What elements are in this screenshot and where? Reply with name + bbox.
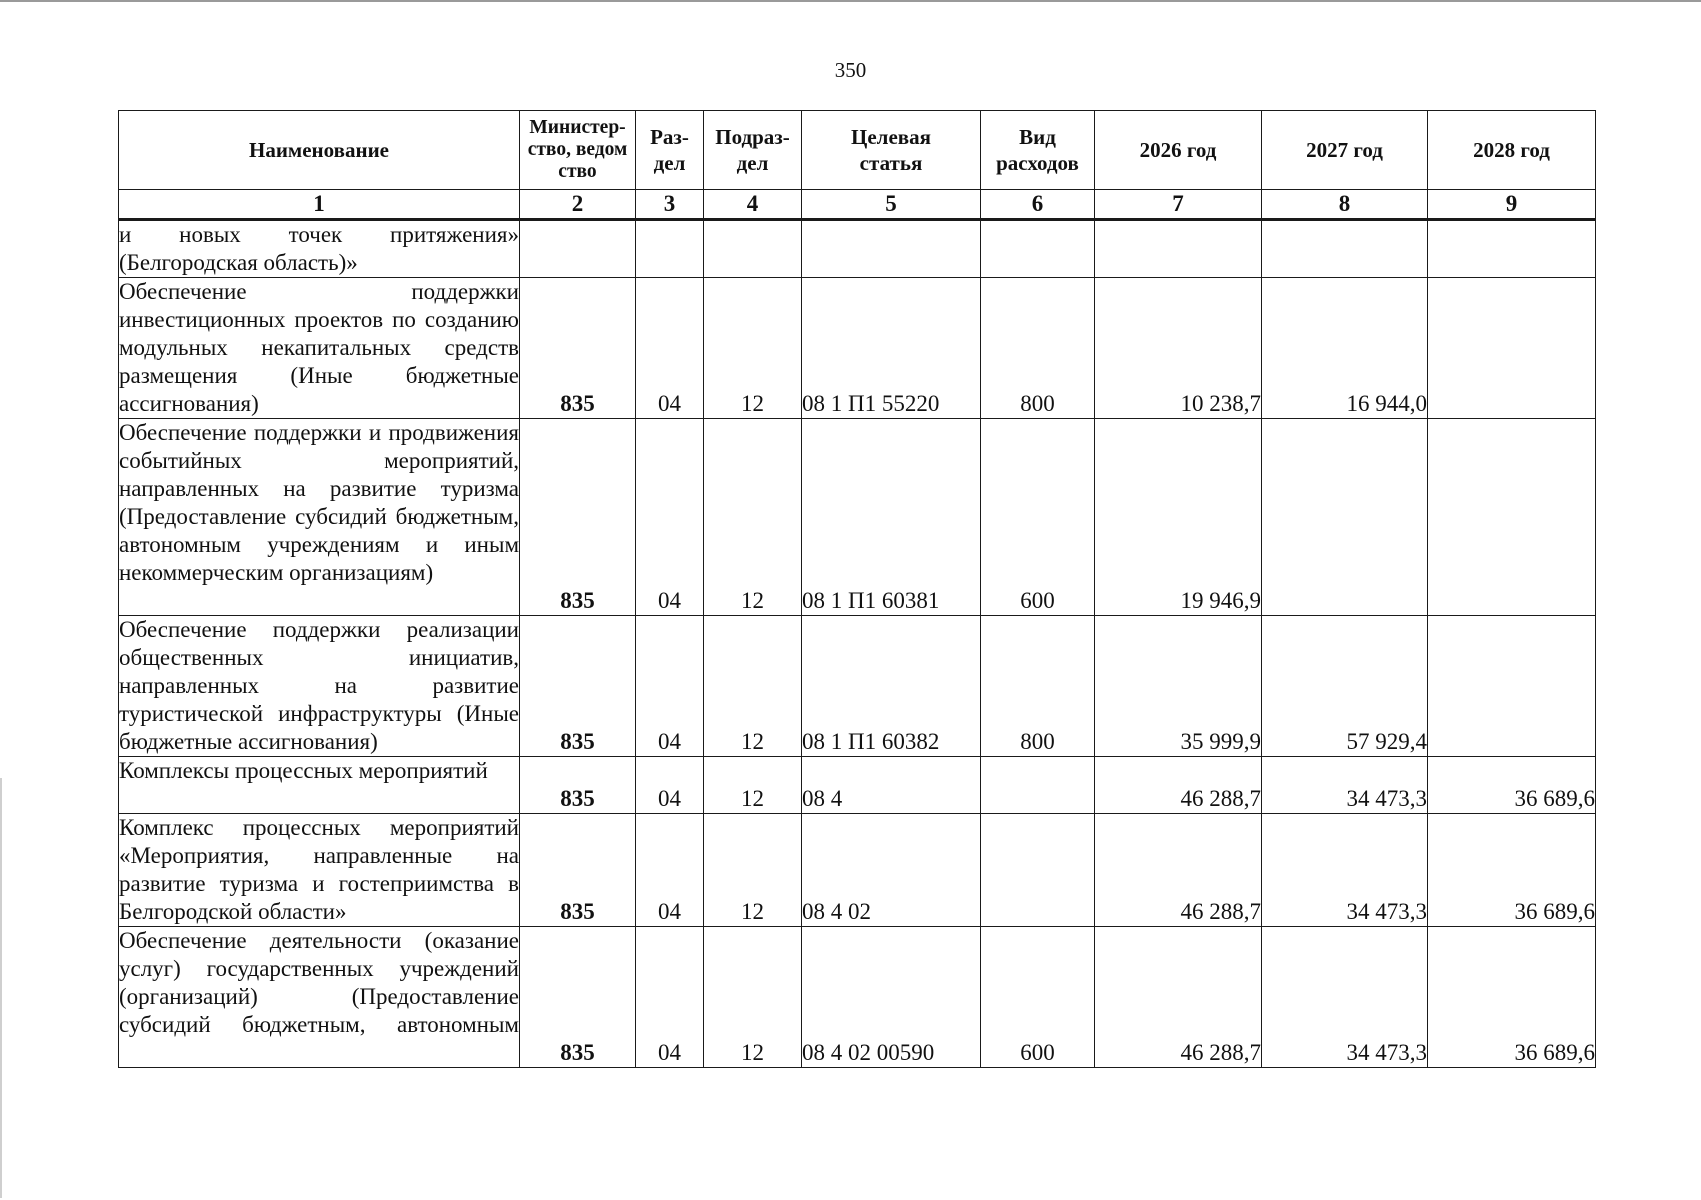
row-ministry: 835 [520, 419, 636, 616]
col-header-name: Наименование [119, 111, 520, 190]
row-name: Комплекс процессных мероприятий «Мероприятия, направленные на развитие туризма и гостеприимства в Белгородской области» [119, 814, 520, 927]
row-2028: 36 689,6 [1428, 927, 1596, 1068]
row-ministry: 835 [520, 927, 636, 1068]
row-subsection: 12 [704, 814, 802, 927]
col-header-subsection [704, 111, 802, 190]
row-name: и новых точек притяжения» (Белгородская область)» [119, 220, 520, 278]
row-2026: 46 288,7 [1095, 757, 1262, 814]
row-expense-type: 600 [981, 927, 1095, 1068]
budget-table [118, 110, 1596, 1068]
row-section: 04 [636, 814, 704, 927]
table-row [119, 419, 1596, 616]
row-name: Обеспечение поддержки инвестиционных проектов по созданию модульных некапитальных средств размещения (Иные бюджетные ассигнования) [119, 278, 520, 419]
col-header-section [636, 111, 704, 190]
row-section: 04 [636, 278, 704, 419]
row-name: Обеспечение поддержки и продвижения событийных мероприятий, направленных на развитие туризма (Предоставление субсидий бюджетным, автономным учреждениям и иным некоммерческим организациям) [119, 419, 520, 616]
row-2026: 46 288,7 [1095, 814, 1262, 927]
row-2027: 34 473,3 [1262, 927, 1428, 1068]
col-header-target-text: Целевая статья [851, 125, 931, 175]
col-header-2028: 2028 год [1428, 111, 1596, 190]
row-name: Обеспечение деятельности (оказание услуг) государственных учреждений (организаций) (Предоставление субсидий бюджетным, автономным [119, 927, 520, 1068]
row-ministry: 835 [520, 757, 636, 814]
col-number-5: 5 [802, 190, 981, 220]
row-subsection: 12 [704, 419, 802, 616]
row-expense-type: 800 [981, 616, 1095, 757]
top-scan-edge [0, 0, 1701, 2]
row-2028: 36 689,6 [1428, 814, 1596, 927]
row-2028 [1428, 220, 1596, 278]
left-scan-edge [0, 778, 2, 1198]
row-section [636, 220, 704, 278]
col-header-section-text: Раз-дел [650, 125, 689, 175]
col-number-1: 1 [119, 190, 520, 220]
row-2026: 19 946,9 [1095, 419, 1262, 616]
row-2027 [1262, 220, 1428, 278]
row-target: 08 1 П1 60381 [802, 419, 981, 616]
row-2028: 36 689,6 [1428, 757, 1596, 814]
row-ministry [520, 220, 636, 278]
row-name: Комплексы процессных мероприятий [119, 757, 520, 814]
row-section: 04 [636, 419, 704, 616]
row-2027: 34 473,3 [1262, 814, 1428, 927]
table-row [119, 927, 1596, 1068]
row-target: 08 4 02 [802, 814, 981, 927]
col-header-2026: 2026 год [1095, 111, 1262, 190]
row-2028 [1428, 278, 1596, 419]
row-target: 08 1 П1 60382 [802, 616, 981, 757]
col-header-ministry-text: Министер-ство, ведомство [527, 117, 628, 182]
row-ministry: 835 [520, 814, 636, 927]
row-name: Обеспечение поддержки реализации общественных инициатив, направленных на развитие туристической инфраструктуры (Иные бюджетные ассигнования) [119, 616, 520, 757]
row-2028 [1428, 419, 1596, 616]
table-row [119, 757, 1596, 814]
col-header-target [802, 111, 981, 190]
row-target: 08 4 02 00590 [802, 927, 981, 1068]
col-header-ministry [520, 111, 636, 190]
row-subsection: 12 [704, 927, 802, 1068]
row-subsection: 12 [704, 278, 802, 419]
row-expense-type [981, 757, 1095, 814]
col-header-subsection-text: Подраз-дел [715, 125, 790, 175]
row-expense-type [981, 220, 1095, 278]
col-number-8: 8 [1262, 190, 1428, 220]
col-number-7: 7 [1095, 190, 1262, 220]
column-number-row [119, 190, 1596, 220]
row-2027: 34 473,3 [1262, 757, 1428, 814]
row-2027: 16 944,0 [1262, 278, 1428, 419]
row-subsection: 12 [704, 757, 802, 814]
row-section: 04 [636, 757, 704, 814]
row-expense-type: 600 [981, 419, 1095, 616]
row-2026: 46 288,7 [1095, 927, 1262, 1068]
row-ministry: 835 [520, 616, 636, 757]
col-number-6: 6 [981, 190, 1095, 220]
row-target: 08 4 [802, 757, 981, 814]
row-2026: 35 999,9 [1095, 616, 1262, 757]
row-2027: 57 929,4 [1262, 616, 1428, 757]
row-subsection [704, 220, 802, 278]
row-ministry: 835 [520, 278, 636, 419]
row-expense-type: 800 [981, 278, 1095, 419]
row-target [802, 220, 981, 278]
row-expense-type [981, 814, 1095, 927]
col-number-4: 4 [704, 190, 802, 220]
table-row [119, 278, 1596, 419]
row-2028 [1428, 616, 1596, 757]
row-target: 08 1 П1 55220 [802, 278, 981, 419]
col-header-expense-type-text: Вид расходов [996, 125, 1079, 175]
row-section: 04 [636, 616, 704, 757]
row-section: 04 [636, 927, 704, 1068]
page-number: 350 [834, 58, 867, 82]
col-number-2: 2 [520, 190, 636, 220]
row-2026 [1095, 220, 1262, 278]
row-2027 [1262, 419, 1428, 616]
table-row [119, 814, 1596, 927]
table-row [119, 220, 1596, 278]
row-2026: 10 238,7 [1095, 278, 1262, 419]
col-header-expense-type [981, 111, 1095, 190]
row-subsection: 12 [704, 616, 802, 757]
table-row [119, 616, 1596, 757]
col-number-9: 9 [1428, 190, 1596, 220]
col-number-3: 3 [636, 190, 704, 220]
header-row [119, 111, 1596, 190]
col-header-2027: 2027 год [1262, 111, 1428, 190]
